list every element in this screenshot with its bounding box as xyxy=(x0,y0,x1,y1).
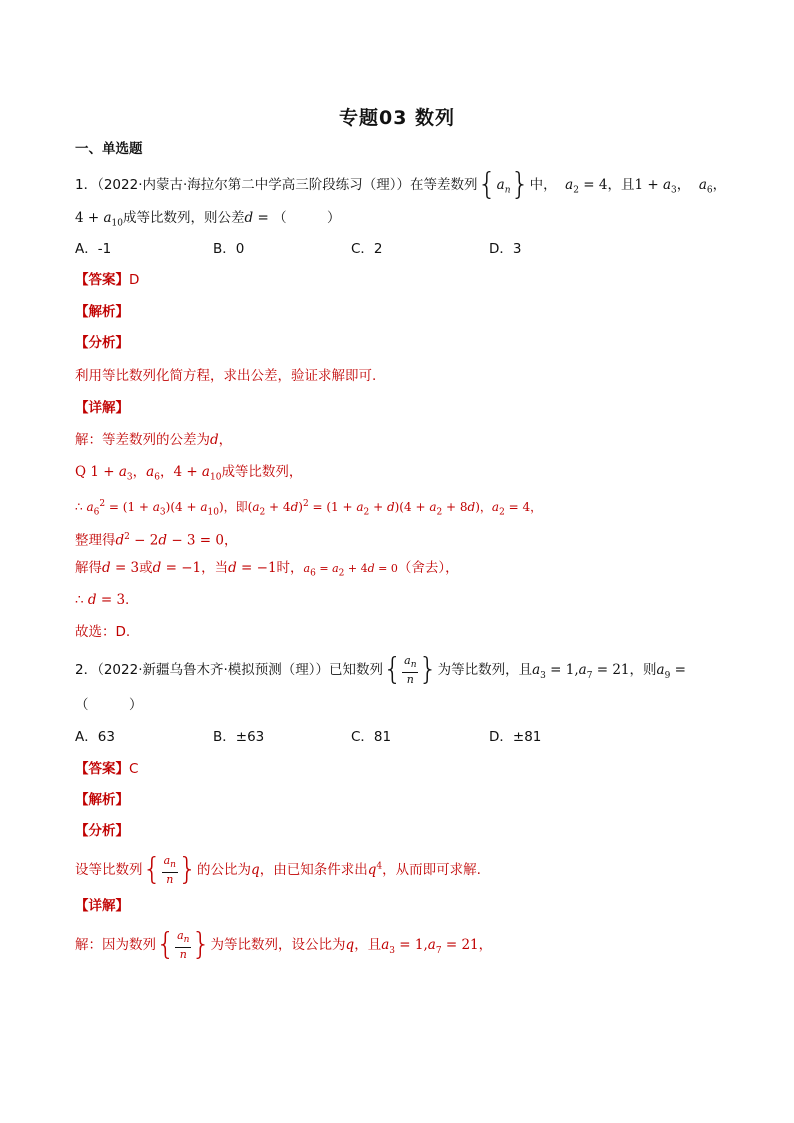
q2-detail-1: 解：因为数列{ $\frac{a_n}{n}$ }为等比数列，设公比为q，且$a_3 = 1,a_7 = 21$， xyxy=(75,927,493,963)
q1-detail-1: 解：等差数列的公差为d， xyxy=(75,432,233,448)
q1-analysis-label: 【解析】 xyxy=(75,304,129,320)
q1-stem-line1: 1．（2022·内蒙古·海拉尔第二中学高三阶段练习（理））在等差数列$\{a_n\}$中， $a_2 = 4$，且$1 + a_3$， $a_6$， xyxy=(75,167,727,202)
q1-detail-label: 【详解】 xyxy=(75,400,129,416)
q2-option-d[interactable]: D．±81 xyxy=(489,729,542,745)
q2-option-c[interactable]: C．81 xyxy=(351,729,392,745)
q2-fenxi-text: 设等比数列{ $\frac{a_n}{n}$ }的公比为q，由已知条件求出$q^4$，从而即可求解. xyxy=(75,852,481,888)
q1-fenxi-label: 【分析】 xyxy=(75,335,129,351)
q2-option-a[interactable]: A．63 xyxy=(75,729,115,745)
q2-answer: 【答案】C xyxy=(75,761,139,777)
q2-stem-line2: （ ） xyxy=(75,697,143,713)
q1-detail-2: Q $1 + a_3$，$a_6$，$4 + a_{10}$成等比数列， xyxy=(75,464,303,483)
q1-stem-line2: $4 + a_{10}$成等比数列，则公差d = （ ） xyxy=(75,210,341,229)
q2-fenxi-label: 【分析】 xyxy=(75,823,129,839)
page-title: 专题03 数列 xyxy=(338,107,456,129)
q2-option-b[interactable]: B．±63 xyxy=(213,729,265,745)
q1-options xyxy=(75,239,627,259)
q2-options xyxy=(75,727,627,747)
q2-stem-line1: 2．（2022·新疆乌鲁木齐·模拟预测（理））已知数列{ $\frac{a_n}{n}$ }为等比数列，且$a_3 = 1,a_7 = 21$，则$a_9$ = xyxy=(75,652,686,688)
q1-option-c[interactable]: C．2 xyxy=(351,241,383,257)
q1-detail-6: ∴ d = 3. xyxy=(75,592,130,608)
q1-option-b[interactable]: B．0 xyxy=(213,241,245,257)
q1-detail-3: ∴ $a_6^2 = (1 + a_3)(4 + a_{10})$，即$(a_2 + 4d)^2 = (1 + a_2 + d)(4 + a_2 + 8d)$，$a_2 = 4$， xyxy=(75,499,543,518)
q2-detail-label: 【详解】 xyxy=(75,898,129,914)
q1-fenxi-text: 利用等比数列化简方程，求出公差，验证求解即可. xyxy=(75,368,377,384)
q1-answer: 【答案】D xyxy=(75,272,140,288)
q1-option-d[interactable]: D．3 xyxy=(489,241,522,257)
q2-analysis-label: 【解析】 xyxy=(75,792,129,808)
q1-detail-5: 解得d = 3或d = −1，当d = −1时，$a_6 = a_2 + 4d = 0$（舍去）， xyxy=(75,560,459,579)
q1-detail-7: 故选：D. xyxy=(75,624,131,640)
section-heading: 一、单选题 xyxy=(75,141,143,157)
q1-detail-4: 整理得$d^2 - 2d - 3 = 0$， xyxy=(75,532,238,549)
q1-option-a[interactable]: A．-1 xyxy=(75,241,112,257)
